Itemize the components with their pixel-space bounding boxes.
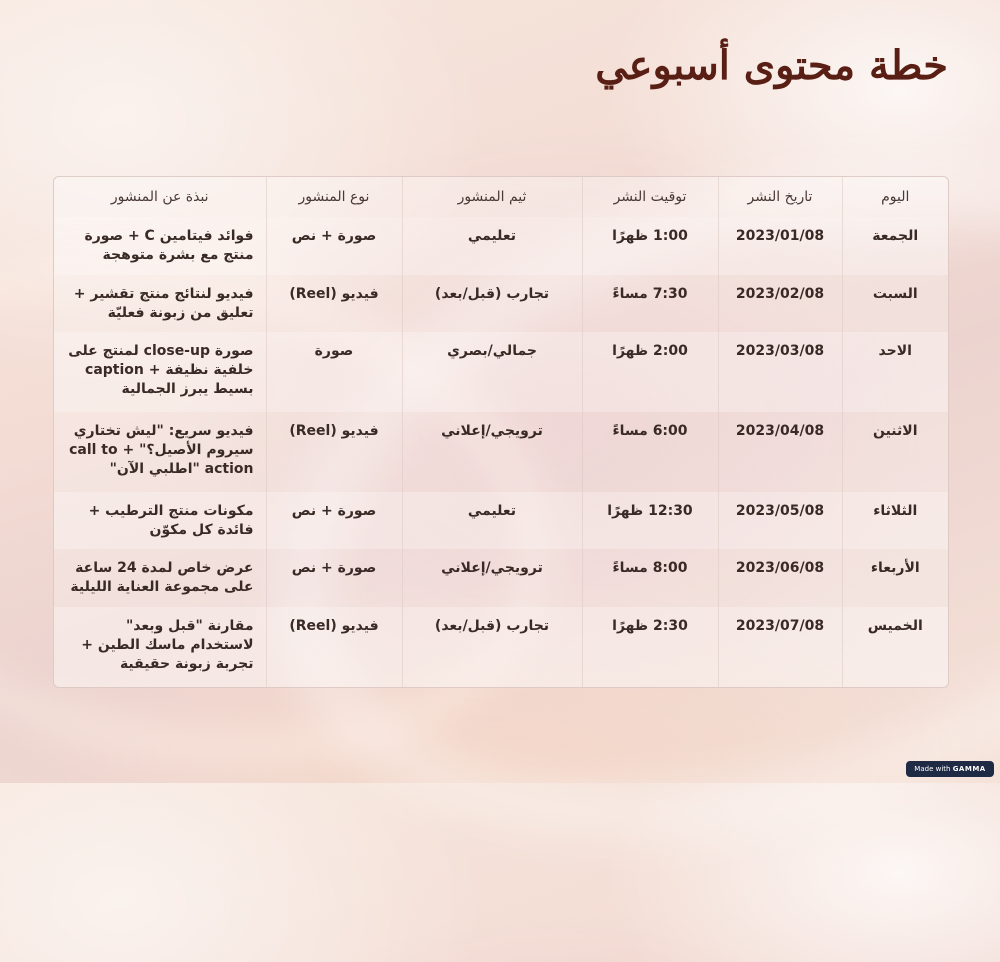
- cell-day: الخميس: [842, 607, 948, 687]
- cell-date: 2023/07/08: [718, 607, 842, 687]
- header-publish-time: توقيت النشر: [582, 177, 718, 217]
- cell-summary: مكونات منتج الترطيب + فائدة كل مكوّن: [54, 492, 266, 550]
- header-post-theme: ثيم المنشور: [402, 177, 582, 217]
- made-with-gamma-badge[interactable]: [906, 761, 994, 777]
- table-row: [54, 607, 948, 687]
- cell-day: الجمعة: [842, 217, 948, 275]
- cell-theme: تجارب (قبل/بعد): [402, 275, 582, 333]
- cell-theme: ترويجي/إعلاني: [402, 549, 582, 607]
- cell-theme: تعليمي: [402, 492, 582, 550]
- cell-type: فيديو (Reel): [266, 412, 402, 492]
- table-row: [54, 492, 948, 550]
- cell-day: الثلاثاء: [842, 492, 948, 550]
- cell-time: 2:30 ظهرًا: [582, 607, 718, 687]
- cell-time: 12:30 ظهرًا: [582, 492, 718, 550]
- header-publish-date: تاريخ النشر: [718, 177, 842, 217]
- badge-brand: GAMMA: [952, 765, 986, 773]
- cell-theme: ترويجي/إعلاني: [402, 412, 582, 492]
- cell-theme: تجارب (قبل/بعد): [402, 607, 582, 687]
- cell-summary: صورة close-up لمنتج على خلفية نظيفة + caption بسيط يبرز الجمالية: [54, 332, 266, 412]
- cell-time: 7:30 مساءً: [582, 275, 718, 333]
- cell-day: السبت: [842, 275, 948, 333]
- header-post-summary: نبذة عن المنشور: [54, 177, 266, 217]
- table-header-row: [54, 177, 948, 217]
- cell-summary: فيديو سريع: "ليش تختاري سيروم الأصيل؟" + call to action "اطلبي الآن": [54, 412, 266, 492]
- cell-date: 2023/04/08: [718, 412, 842, 492]
- badge-prefix: Made with: [914, 765, 951, 773]
- cell-time: 1:00 ظهرًا: [582, 217, 718, 275]
- table-row: [54, 332, 948, 412]
- cell-summary: عرض خاص لمدة 24 ساعة على مجموعة العناية الليلية: [54, 549, 266, 607]
- cell-day: الاحد: [842, 332, 948, 412]
- header-day: اليوم: [842, 177, 948, 217]
- header-post-type: نوع المنشور: [266, 177, 402, 217]
- cell-time: 2:00 ظهرًا: [582, 332, 718, 412]
- cell-summary: مقارنة "قبل وبعد" لاستخدام ماسك الطين + تجربة زبونة حقيقية: [54, 607, 266, 687]
- cell-summary: فوائد فيتامين C + صورة منتج مع بشرة متوهجة: [54, 217, 266, 275]
- content-plan-table: [53, 176, 949, 688]
- table-row: [54, 275, 948, 333]
- table-row: [54, 217, 948, 275]
- cell-type: فيديو (Reel): [266, 607, 402, 687]
- cell-date: 2023/02/08: [718, 275, 842, 333]
- cell-day: الأربعاء: [842, 549, 948, 607]
- cell-type: صورة + نص: [266, 492, 402, 550]
- cell-date: 2023/01/08: [718, 217, 842, 275]
- cell-theme: تعليمي: [402, 217, 582, 275]
- cell-day: الاثنين: [842, 412, 948, 492]
- page-title: خطة محتوى أسبوعي: [595, 42, 948, 89]
- table-row: [54, 549, 948, 607]
- cell-type: صورة: [266, 332, 402, 412]
- table-row: [54, 412, 948, 492]
- cell-date: 2023/03/08: [718, 332, 842, 412]
- cell-time: 6:00 مساءً: [582, 412, 718, 492]
- cell-date: 2023/05/08: [718, 492, 842, 550]
- cell-type: صورة + نص: [266, 549, 402, 607]
- cell-time: 8:00 مساءً: [582, 549, 718, 607]
- cell-summary: فيديو لنتائج منتج تقشير + تعليق من زبونة فعليّة: [54, 275, 266, 333]
- cell-type: فيديو (Reel): [266, 275, 402, 333]
- cell-type: صورة + نص: [266, 217, 402, 275]
- cell-date: 2023/06/08: [718, 549, 842, 607]
- cell-theme: جمالي/بصري: [402, 332, 582, 412]
